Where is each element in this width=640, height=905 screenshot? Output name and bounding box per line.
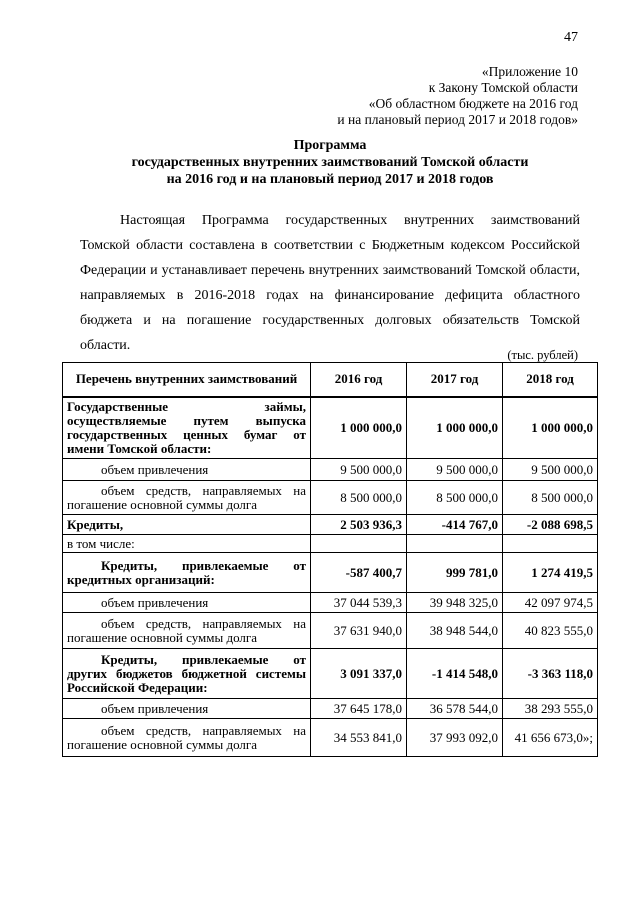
row-label: Кредиты, bbox=[63, 515, 311, 535]
value-2016: 37 631 940,0 bbox=[311, 613, 407, 649]
row-label: объем привлечения bbox=[63, 593, 311, 613]
value-2017: 38 948 544,0 bbox=[407, 613, 503, 649]
value-2018 bbox=[503, 535, 598, 553]
title-line-1: Программа bbox=[293, 138, 367, 153]
row-label: Кредиты, привлекаемые от кредитных организаций: bbox=[63, 553, 311, 593]
value-2016: 3 091 337,0 bbox=[311, 649, 407, 699]
title-line-3: на 2016 год и на плановый период 2017 и 2018 годов bbox=[166, 172, 494, 187]
appendix-line-1: «Приложение 10 bbox=[481, 64, 578, 79]
borrowing-table bbox=[62, 362, 598, 757]
value-2018: 40 823 555,0 bbox=[503, 613, 598, 649]
appendix-line-4: и на плановый период 2017 и 2018 годов» bbox=[337, 112, 578, 127]
value-2017: 36 578 544,0 bbox=[407, 699, 503, 719]
appendix-line-3: «Об областном бюджете на 2016 год bbox=[368, 96, 578, 111]
value-2017: 999 781,0 bbox=[407, 553, 503, 593]
value-2018: -2 088 698,5 bbox=[503, 515, 598, 535]
table-row bbox=[63, 515, 598, 535]
value-2018: 1 000 000,0 bbox=[503, 397, 598, 459]
table-row bbox=[63, 699, 598, 719]
row-label: Кредиты, привлекаемые от других бюджетов бюджетной системы Российской Федерации: bbox=[63, 649, 311, 699]
value-2018: 8 500 000,0 bbox=[503, 481, 598, 515]
page-number: 47 bbox=[564, 30, 578, 45]
row-label: объем средств, направляемых на погашение основной суммы долга bbox=[63, 719, 311, 757]
table-row bbox=[63, 649, 598, 699]
row-label: объем средств, направляемых на погашение основной суммы долга bbox=[63, 613, 311, 649]
document-title bbox=[80, 137, 580, 188]
appendix-line-2: к Закону Томской области bbox=[428, 80, 578, 95]
value-2018: 41 656 673,0»; bbox=[503, 719, 598, 757]
value-2016: 37 645 178,0 bbox=[311, 699, 407, 719]
intro-paragraph: Настоящая Программа государственных внутренних заимствований Томской области составлена в соответствии с Бюджетным кодексом Российской Федерации и устанавливает перечень внутренних заимствований Томской области, направляемых в 2016-2018 годах на финансирование дефицита областного бюджета и на погашение государственных долговых обязательств Томской области. bbox=[80, 213, 580, 353]
row-label: объем привлечения bbox=[63, 699, 311, 719]
value-2017: -1 414 548,0 bbox=[407, 649, 503, 699]
table-row bbox=[63, 397, 598, 459]
value-2017: 37 993 092,0 bbox=[407, 719, 503, 757]
value-2018: 1 274 419,5 bbox=[503, 553, 598, 593]
value-2016: 1 000 000,0 bbox=[311, 397, 407, 459]
row-label: в том числе: bbox=[63, 535, 311, 553]
table-row bbox=[63, 459, 598, 481]
title-line-2: государственных внутренних заимствований Томской области bbox=[131, 155, 529, 170]
row-label: объем средств, направляемых на погашение основной суммы долга bbox=[63, 481, 311, 515]
value-2018: -3 363 118,0 bbox=[503, 649, 598, 699]
value-2017: -414 767,0 bbox=[407, 515, 503, 535]
header-list: Перечень внутренних заимствований bbox=[63, 363, 311, 397]
units-note: (тыс. рублей) bbox=[507, 348, 578, 362]
value-2017 bbox=[407, 535, 503, 553]
header-2017: 2017 год bbox=[407, 363, 503, 397]
value-2016: 2 503 936,3 bbox=[311, 515, 407, 535]
table-row bbox=[63, 535, 598, 553]
value-2018: 42 097 974,5 bbox=[503, 593, 598, 613]
table-row bbox=[63, 613, 598, 649]
row-label: Государственные займы, осуществляемые путем выпуска государственных ценных бумаг от имени Томской области: bbox=[63, 397, 311, 459]
value-2016: 37 044 539,3 bbox=[311, 593, 407, 613]
table-header-row bbox=[63, 363, 598, 397]
value-2017: 39 948 325,0 bbox=[407, 593, 503, 613]
table-row bbox=[63, 719, 598, 757]
value-2016: 9 500 000,0 bbox=[311, 459, 407, 481]
row-label: объем привлечения bbox=[63, 459, 311, 481]
value-2016: 34 553 841,0 bbox=[311, 719, 407, 757]
value-2017: 9 500 000,0 bbox=[407, 459, 503, 481]
value-2017: 1 000 000,0 bbox=[407, 397, 503, 459]
table-row bbox=[63, 593, 598, 613]
value-2018: 38 293 555,0 bbox=[503, 699, 598, 719]
value-2016: 8 500 000,0 bbox=[311, 481, 407, 515]
table-row bbox=[63, 553, 598, 593]
value-2017: 8 500 000,0 bbox=[407, 481, 503, 515]
value-2016: -587 400,7 bbox=[311, 553, 407, 593]
value-2016 bbox=[311, 535, 407, 553]
appendix-reference bbox=[337, 64, 578, 128]
value-2018: 9 500 000,0 bbox=[503, 459, 598, 481]
header-2018: 2018 год bbox=[503, 363, 598, 397]
table-row bbox=[63, 481, 598, 515]
header-2016: 2016 год bbox=[311, 363, 407, 397]
